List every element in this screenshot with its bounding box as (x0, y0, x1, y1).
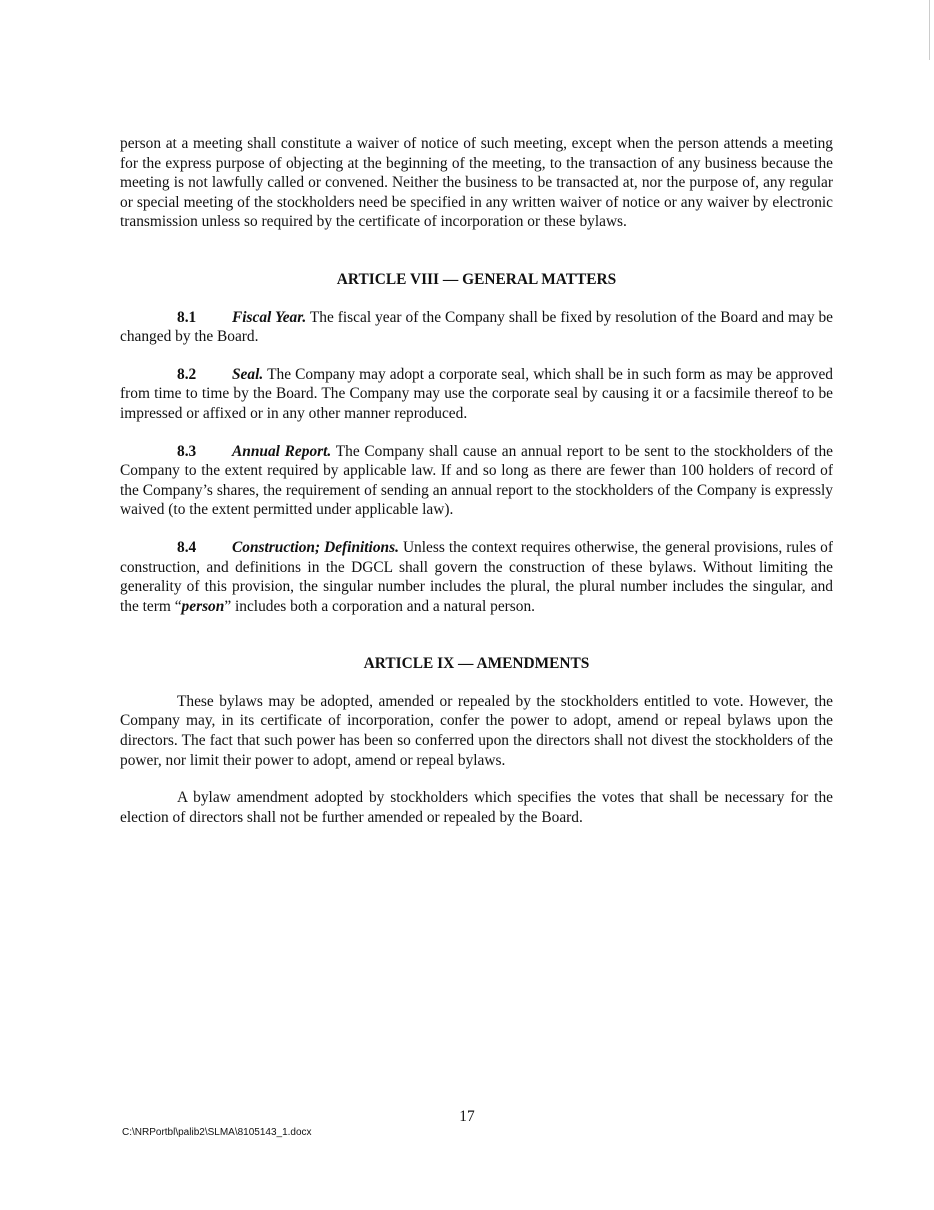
intro-paragraph: person at a meeting shall constitute a waiver of notice of such meeting, except when the person attends a meeting for the express purpose of objecting at the beginning of the meeting, to the transaction of any business because the meeting is not lawfully called or convened. Neither the business to be transacted at, nor the purpose of, any regular or special meeting of the stockholders need be specified in any written waiver of notice or any waiver by electronic transmission unless so required by the certificate of incorporation or these bylaws. (120, 135, 833, 231)
section-number: 8.2 (177, 365, 197, 383)
section-number: 8.4 (177, 538, 197, 556)
article-9-heading: ARTICLE IX — AMENDMENTS (363, 655, 590, 673)
defined-term: person (181, 597, 225, 615)
section-8-1 (120, 308, 833, 347)
section-number: 8.1 (177, 308, 197, 326)
section-text: The Company may adopt a corporate seal, which shall be in such form as may be approved from time to time by the Board. The Company may use the corporate seal by causing it or a facsimile thereof to be impressed or affixed or in any other manner reproduced. (120, 365, 833, 422)
section-text-end: ” includes both a corporation and a natural person. (224, 597, 536, 615)
section-text: Unless the context requires otherwise, the general provisions, rules of construction, and definitions in the DGCL shall govern the construction of these bylaws. Without limiting the generality of this provision, the singular number includes the plural, the plural number includes the singular, and the term “ (120, 538, 833, 615)
section-title: Annual Report. (232, 442, 332, 460)
amendments-paragraph-1: These bylaws may be adopted, amended or repealed by the stockholders entitled to vote. However, the Company may, in its certificate of incorporation, confer the power to adopt, amend or repeal bylaws upon the directors. The fact that such power has been so conferred upon the directors shall not divest the stockholders of the power, nor limit their power to adopt, amend or repeal bylaws. (120, 692, 833, 769)
section-title: Fiscal Year. (232, 308, 307, 326)
section-number: 8.3 (177, 442, 197, 460)
page-number: 17 (459, 1108, 475, 1125)
section-text: The fiscal year of the Company shall be fixed by resolution of the Board and may be changed by the Board. (120, 308, 833, 346)
page-content (120, 134, 833, 827)
section-title: Construction; Definitions. (232, 538, 399, 556)
scan-edge-mark (929, 0, 930, 60)
section-8-2 (120, 365, 833, 424)
section-8-3 (120, 442, 833, 520)
amendments-paragraph-2: A bylaw amendment adopted by stockholders which specifies the votes that shall be necessary for the election of directors shall not be further amended or repealed by the Board. (120, 789, 833, 826)
article-8-heading: ARTICLE VIII — GENERAL MATTERS (336, 270, 617, 288)
section-title: Seal. (232, 365, 264, 383)
section-text: The Company shall cause an annual report to be sent to the stockholders of the Company to the extent required by applicable law. If and so long as there are fewer than 100 holders of record of the Company’s shares, the requirement of sending an annual report to the stockholders of the Company is expressly waived (to the extent permitted under applicable law). (120, 442, 833, 519)
footer-file-path: C:\NRPortbl\palib2\SLMA\8105143_1.docx (122, 1127, 312, 1138)
section-8-4 (120, 538, 833, 616)
